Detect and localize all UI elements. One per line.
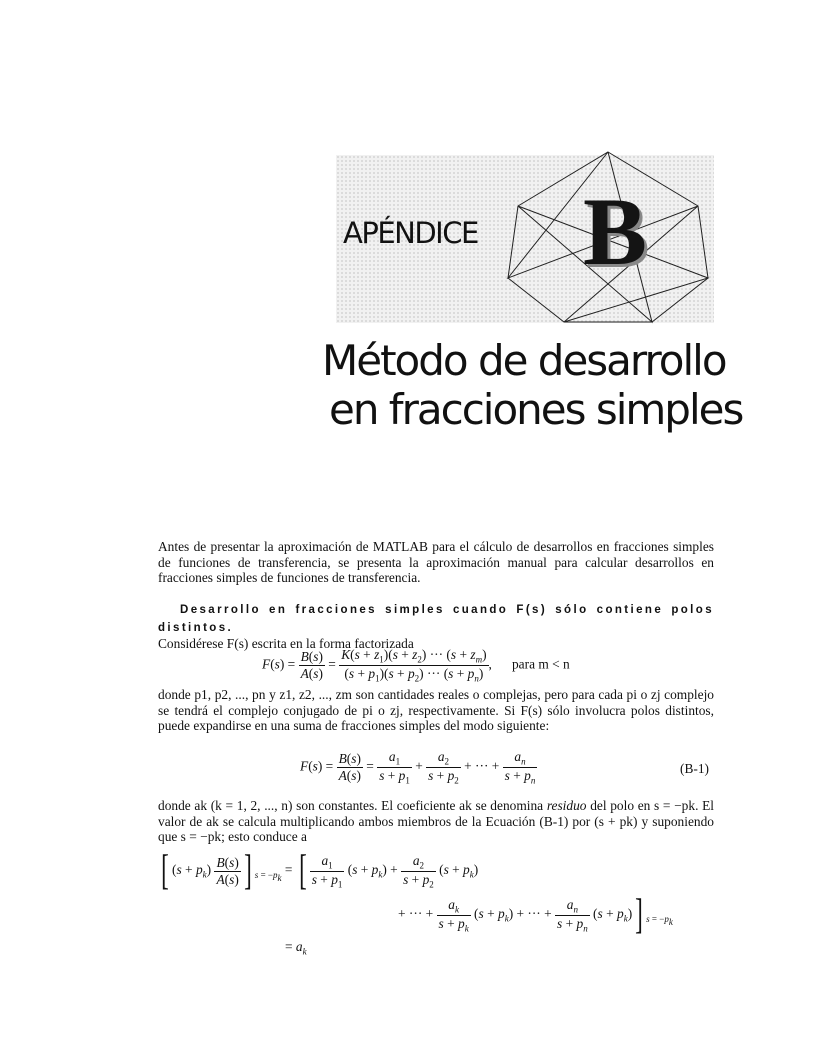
equation-number: (B-1) <box>680 761 710 776</box>
equation-partial-fractions: F(s) = $\frac{B(s)}{A(s)}$ = $\frac{a_1}{s + p_1}$ + $\frac{a_2}{s + p_2}$ + ··· + $\frac{a_n}{s + p_n}$ <box>300 749 536 786</box>
equation-residue-line-2: + ··· + $\frac{a_k}{s + p_k}$ $(s + p_k)$ + ··· + $\frac{a_n}{s + p_n}$ $(s + p_k)$] $_{s = -p_k}$ <box>398 892 673 938</box>
equation-condition: para m < n <box>511 656 570 672</box>
residue-term: residuo <box>546 798 587 813</box>
chapter-title-line-2: en fracciones simples <box>329 385 743 434</box>
equation-residue-result: = $a_k$ <box>285 939 307 957</box>
equation-factored-form: F(s) = $\frac{B(s)}{A(s)}$ = $\frac{K(s + z_1)(s + z_2) \cdot\cdot\cdot (s + z_m)}{(s + p_1)(s + p_2) \cdot\cdot\cdot (s + p_n)}$ , para m < n <box>262 647 570 684</box>
chapter-title-line-1: Método de desarrollo <box>322 336 726 385</box>
section-intro: Considérese F(s) escrita en la forma factorizada <box>158 636 414 651</box>
residue-text-a: donde ak (k = 1, 2, ..., n) son constantes. El coeficiente ak se denomina <box>158 798 544 813</box>
section-heading: Desarrollo en fracciones simples cuando F(s) sólo contiene polos distintos. <box>158 604 714 634</box>
section-block <box>158 601 714 652</box>
residue-text-b: del polo en s = −pk. El valor de ak se calcula multiplicando ambos miembros de la Ecuación (B-1) por (s + pk) y suponiendo que s = −pk; esto conduce a <box>158 798 714 844</box>
equation-residue-line-1: [ $(s + p_k)$ $\frac{B(s)}{A(s)}$ ] $_{s = -p_k}$ = [ $\frac{a_1}{s + p_1}$ $(s + p_k)$ + $\frac{a_2}{s + p_2}$ $(s + p_k)$ <box>161 848 479 894</box>
residue-paragraph <box>158 798 714 845</box>
appendix-label: APÉNDICE <box>343 216 478 250</box>
poles-paragraph: donde p1, p2, ..., pn y z1, z2, ..., zm son cantidades reales o complejas, pero para cada pi o zj complejo se tendrá el complejo conjugado de pi o zj, respectivamente. Si F(s) sólo involucra polos distintos, puede expandirse en una suma de fracciones simples del modo siguiente: <box>158 687 714 733</box>
intro-paragraph: Antes de presentar la aproximación de MATLAB para el cálculo de desarrollos en fracciones simples de funciones de transferencia, se presenta la aproximación manual para calcular desarrollos en fracciones simples de funciones de transferencia. <box>158 539 714 585</box>
appendix-letter: B <box>583 178 648 285</box>
